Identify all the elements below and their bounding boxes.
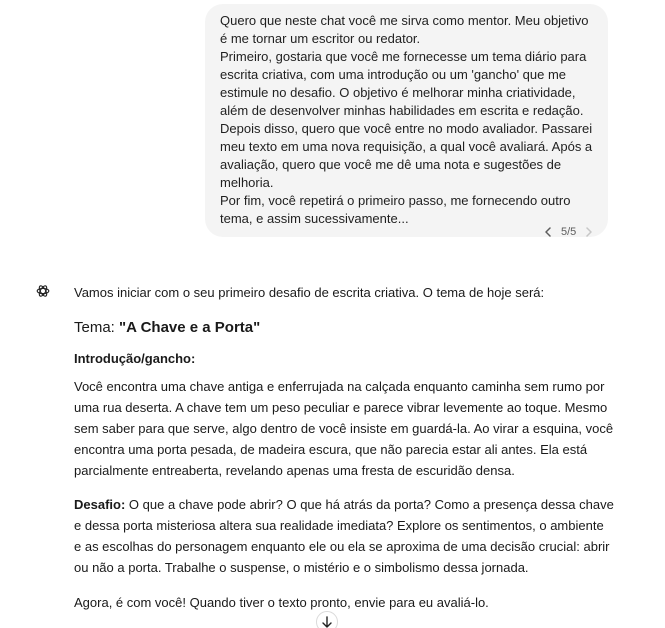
- arrow-down-icon: [322, 616, 332, 628]
- closing-paragraph: Agora, é com você! Quando tiver o texto pronto, envie para eu avaliá-lo.: [74, 595, 489, 610]
- openai-logo-icon: [35, 283, 51, 299]
- user-message-line: Quero que neste chat você me sirva como mentor. Meu objetivo é me tornar um escritor ou redator.: [220, 13, 589, 46]
- intro-paragraph: Você encontra uma chave antiga e enferrujada na calçada enquanto caminha sem rumo por uma rua deserta. A chave tem um peso peculiar e parece vibrar levemente ao toque. Mesmo sem saber para que serve, algo dentro de você insiste em guardá-la. Ao virar a esquina, você encontra uma porta pesada, de madeira escura, que não parecia estar ali antes. Ela está parcialmente entreaberta, revelando apenas uma fresta de escuridão densa.: [74, 379, 614, 478]
- assistant-intro: Vamos iniciar com o seu primeiro desafio de escrita criativa. O tema de hoje será:: [74, 285, 545, 300]
- theme-heading: [74, 318, 614, 338]
- version-counter: 5/5: [561, 226, 577, 238]
- user-message-bubble: [205, 4, 608, 237]
- assistant-avatar: [35, 283, 51, 299]
- message-version-pager: [541, 223, 596, 241]
- scroll-to-bottom-button[interactable]: [316, 611, 338, 628]
- chevron-left-icon: [544, 227, 552, 237]
- challenge-label: Desafio:: [74, 497, 126, 512]
- next-version-button[interactable]: [582, 224, 596, 240]
- theme-title: "A Chave e a Porta": [119, 319, 261, 336]
- chevron-right-icon: [585, 227, 593, 237]
- previous-version-button[interactable]: [541, 224, 555, 240]
- intro-heading: Introdução/gancho:: [74, 351, 196, 366]
- user-message-line: Primeiro, gostaria que você me fornecesse um tema diário para escrita criativa, com uma introdução ou um 'gancho' que me estimule no desafio. O objetivo é melhorar minha criatividade, além de desenvolver minhas habilidades em escrita e redação.: [220, 49, 587, 118]
- challenge-paragraph: [74, 494, 614, 578]
- theme-label: Tema:: [74, 319, 115, 336]
- challenge-text: O que a chave pode abrir? O que há atrás da porta? Como a presença dessa chave e dessa porta misteriosa altera sua realidade imediata? Explore os sentimentos, o ambiente e as escolhas do personagem enquanto ele ou ela se aproxima de uma decisão crucial: abrir ou não a porta. Trabalhe o suspense, o mistério e o simbolismo dessa jornada.: [74, 497, 614, 575]
- user-message-line: Depois disso, quero que você entre no modo avaliador. Passarei meu texto em uma nova requisição, a qual você avaliará. Após a avaliação, quero que você me dê uma nota e sugestões de melhoria.: [220, 121, 593, 190]
- assistant-message: [74, 284, 614, 613]
- user-message-line: Por fim, você repetirá o primeiro passo, me fornecendo outro tema, e assim sucessivamente...: [220, 193, 571, 226]
